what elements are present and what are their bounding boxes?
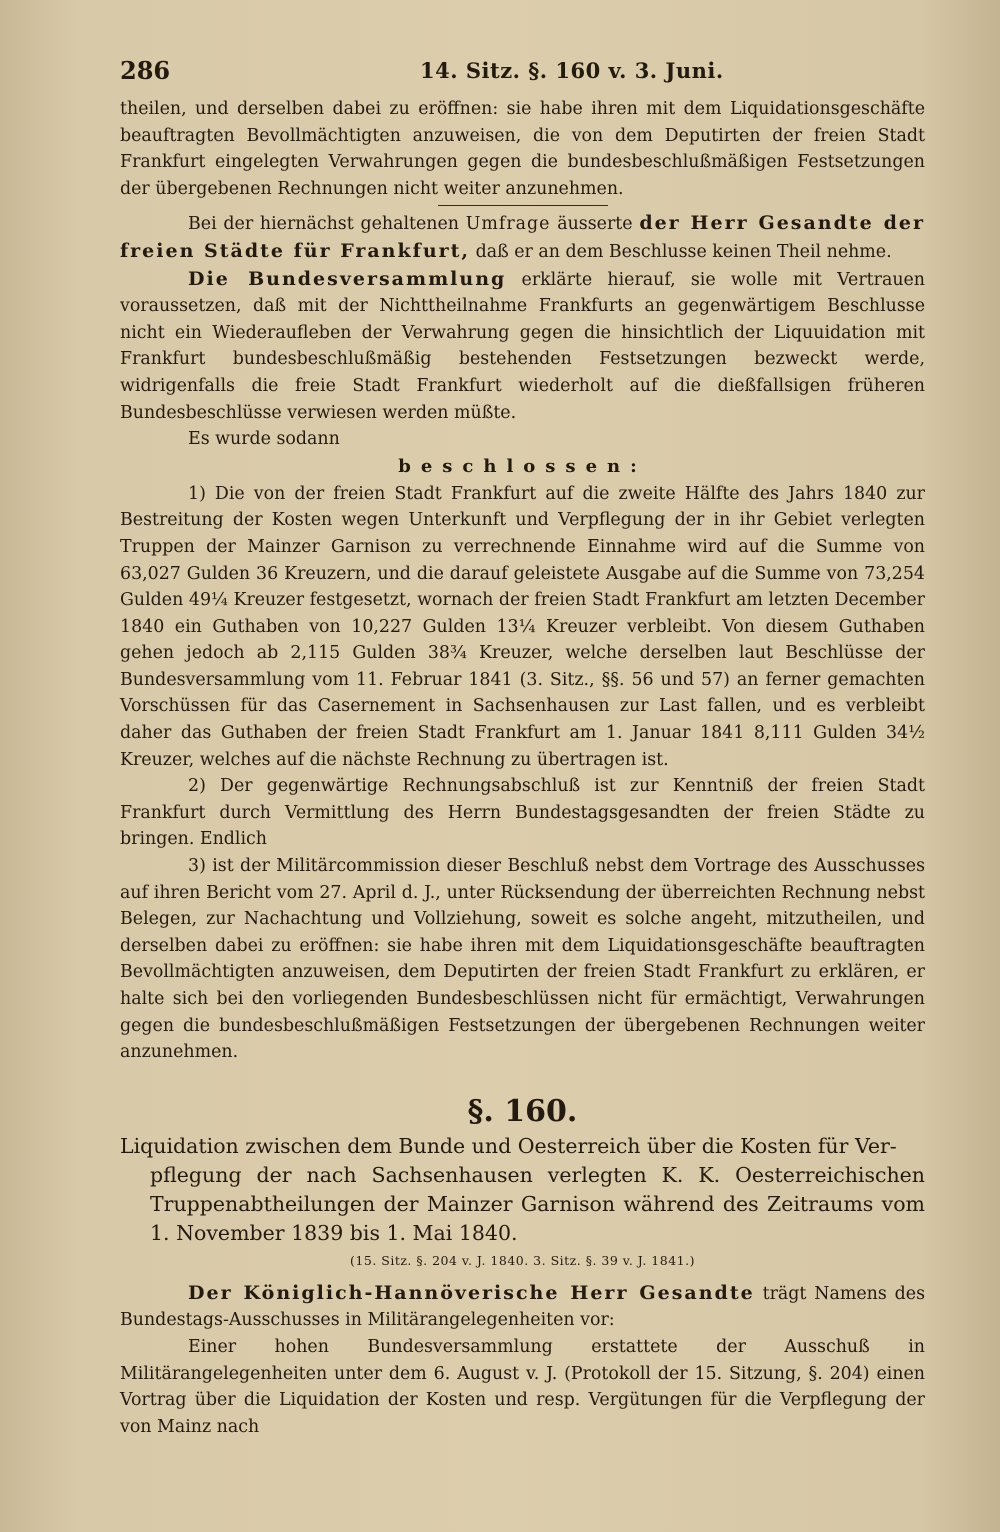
section-title-first-line: Liquidation zwischen dem Bunde und Oesterreich über die Kosten für Ver- xyxy=(120,1133,897,1158)
section-reference: (15. Sitz. §. 204 v. J. 1840. 3. Sitz. §. 39 v. J. 1841.) xyxy=(350,1252,695,1268)
paragraph-then: Es wurde sodann xyxy=(188,429,340,450)
resolved-heading: beschlossen: xyxy=(398,455,647,477)
running-head: 14. Sitz. §. 160 v. 3. Juni. xyxy=(420,58,724,83)
declaration-text: erklärte hierauf, sie wolle mit Vertrauen voraussetzen, daß mit der Nichttheilnahme Frankfurts an gegenwärtigem Beschlusse nicht ein Wiederaufleben der Verwahrung gegen die hinsichtlich der Liquuidation mit Frankfurt bundesbeschlußmäßig bestehenden Festsetzungen bezweckt werde, widrigenfalls die freie Stadt Frankfurt wiederholt auf die dießfallsigen früheren Bundesbeschlüsse verwiesen werden müßte. xyxy=(120,269,926,423)
section-number: §. 160. xyxy=(467,1093,578,1129)
declaration-assembly: Die Bundesversammlung xyxy=(188,267,507,290)
section-paragraph-1 xyxy=(120,1280,925,1334)
paragraph-vote xyxy=(120,210,925,265)
resolution-item-2: 2) Der gegenwärtige Rechnungsabschluß ist zur Kenntniß der freien Stadt Frankfurt durch Vermittlung des Herrn Bundestagsgesandten der freien Städte zu bringen. Endlich xyxy=(120,776,925,850)
page-body xyxy=(120,96,925,1440)
paragraph-continuation: theilen, und derselben dabei zu eröffnen: sie habe ihren mit dem Liquidationsgeschäfte beauftragten Bevollmächtigten anzuweisen, die von dem Deputirten der freien Stadt Frankfurt eingelegten Verwahrungen gegen die bundesbeschlußmäßigen Festsetzungen der übergebenen Rechnungen nicht weiter anzunehmen. xyxy=(120,99,925,199)
vote-text-a: Bei der hiernächst gehaltenen xyxy=(188,214,466,235)
paragraph-declaration xyxy=(120,266,925,427)
resolution-item-3: 3) ist der Militärcommission dieser Beschluß nebst dem Vortrage des Ausschusses auf ihren Bericht vom 27. April d. J., unter Rücksendung der überreichten Rechnung nebst Belegen, zur Nachachtung und Vollziehung, soweit es solche angeht, mitzutheilen, und derselben dabei zu eröffnen: sie habe ihren mit dem Liquidationsgeschäfte beauftragten Bevollmächtigten anzuweisen, dem Deputirten der freien Stadt Frankfurt zu erklären, er halte sich bei den vorliegenden Bundesbeschlüssen nicht für ermächtigt, Verwahrungen gegen die bundesbeschlußmäßigen Festsetzungen der übergebenen Rechnungen weiter anzunehmen. xyxy=(120,856,925,1063)
section-title-continuation: pflegung der nach Sachsenhausen verlegten K. K. Oesterreichischen Truppenabtheilungen der Mainzer Garnison während des Zeitraums vom 1. November 1839 bis 1. Mai 1840. xyxy=(150,1162,925,1245)
separator-rule xyxy=(438,205,608,206)
vote-text-c: äusserte xyxy=(550,214,640,235)
section-paragraph-2: Einer hohen Bundesversammlung erstattete der Ausschuß in Militärangelegenheiten unter dem 6. August v. J. (Protokoll der 15. Sitzung, §. 204) einen Vortrag über die Liquidation der Kosten und resp. Vergütungen für die Verpflegung der von Mainz nach xyxy=(120,1336,925,1437)
page-number: 286 xyxy=(120,56,171,85)
vote-umfrage: Umfrage xyxy=(465,214,551,235)
resolution-item-1: 1) Die von der freien Stadt Frankfurt auf die zweite Hälfte des Jahrs 1840 zur Bestreitung der Kosten wegen Unterkunft und Verpflegung der in ihr Gebiet verlegten Truppen der Mainzer Garnison zu verrechnende Einnahme wird auf die Summe von 63,027 Gulden 36 Kreuzern, und die darauf geleistete Ausgabe auf die Summe von 73,254 Gulden 49¼ Kreuzer festgesetzt, wornach der freien Stadt Frankfurt am letzten December 1840 ein Guthaben von 10,227 Gulden 13¼ Kreuzer verbleibt. Von diesem Guthaben gehen jedoch ab 2,115 Gulden 38¾ Kreuzer, welche derselben laut Beschlüsse der Bundesversammlung vom 11. Februar 1841 (3. Sitz., §§. 56 und 57) an ferner gemachten Vorschüssen für das Casernement in Sachsenhausen zur Last fallen, und es verbleibt daher das Guthaben der freien Stadt Frankfurt am 1. Januar 1841 8,111 Gulden 34½ Kreuzer, welches auf die nächste Rechnung zu übertragen ist. xyxy=(120,483,925,770)
section-paragraph-1-text: trägt Namens des Bundestags-Ausschusses in Militärangelegenheiten vor: xyxy=(120,1283,925,1331)
section-envoy: Der Königlich-Hannöverische Herr Gesandte xyxy=(188,1281,755,1304)
vote-text-e: daß er an dem Beschlusse keinen Theil nehme. xyxy=(470,241,892,262)
vote-envoy: der Herr Gesandte der freien Städte für Frankfurt, xyxy=(120,212,925,262)
section-title xyxy=(120,1132,925,1248)
page-header xyxy=(120,56,920,86)
